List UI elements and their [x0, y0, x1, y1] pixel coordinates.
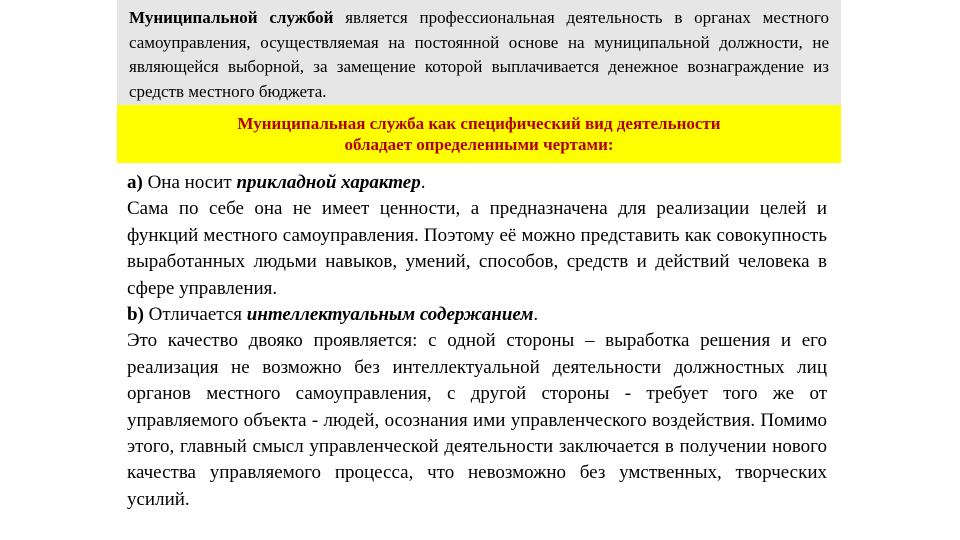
- feature-b-emphasis: интеллектуальным содержанием: [246, 304, 534, 326]
- feature-b-heading: [127, 302, 827, 328]
- feature-b-tail: .: [533, 304, 539, 326]
- feature-b-body: Это качество двояко проявляется: с одной стороны – выработка решения и его реализация не возможно без интеллектуальной деятельности должностных лиц органов местного самоуправления, с другой стороны - требует того же от управляемого объекта - людей, осознания ими управленческого воздействия. Помимо этого, главный смысл управленческой деятельности заключается в получении нового качества управляемого процесса, что невозможно без умственных, творческих усилий.: [127, 330, 827, 510]
- banner-line-2: обладает определенными чертами:: [344, 135, 614, 154]
- definition-text: является профессиональная деятельность в органах местного самоуправления, осуществляемая на постоянной основе на муниципальной должности, не являющейся выборной, за замещение которой выплачивается денежное вознаграждение из средств местного бюджета.: [129, 8, 829, 101]
- feature-a-emphasis: прикладной характер: [236, 172, 421, 193]
- feature-b-marker: b): [127, 304, 144, 326]
- feature-a-tail: .: [420, 172, 426, 193]
- feature-b-lead: Отличается: [143, 304, 247, 326]
- features-banner: [117, 105, 841, 163]
- definition-box: [117, 0, 841, 105]
- feature-a-marker: а): [127, 172, 143, 193]
- feature-a-heading: [127, 170, 827, 196]
- banner-line-1: Муниципальная служба как специфический вид деятельности: [237, 114, 721, 133]
- feature-a-body: Сама по себе она не имеет ценности, а предназначена для реализации целей и функций местного самоуправления. Поэтому её можно представить как совокупность выработанных людьми навыков, умений, способов, средств и действий человека в сфере управления.: [127, 198, 827, 299]
- features-content: [127, 170, 827, 513]
- definition-term: Муниципальной службой: [129, 8, 334, 27]
- feature-a-lead: Она носит: [142, 172, 237, 193]
